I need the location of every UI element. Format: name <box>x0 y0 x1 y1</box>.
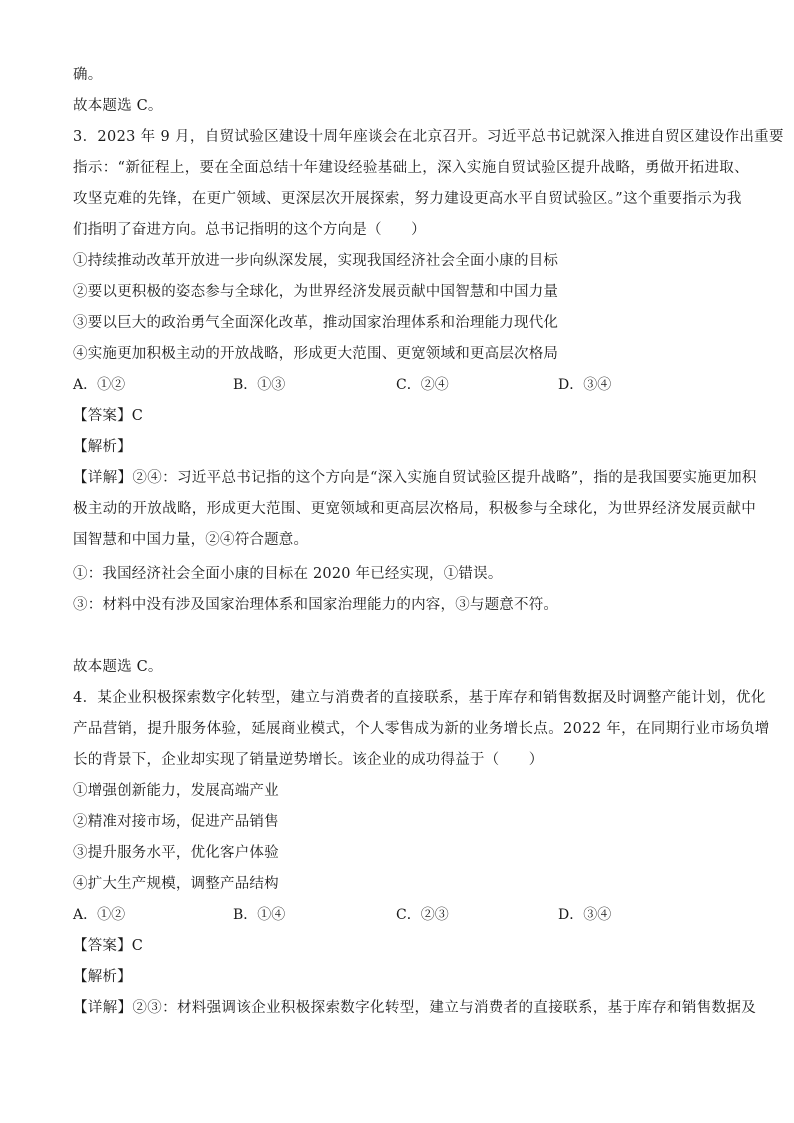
explanation-text: ①：我国经济社会全面小康的目标在 2020 年已经实现，①错误。 <box>73 566 503 582</box>
option-c: C．②③ <box>396 907 449 923</box>
option-d: D．③④ <box>558 907 612 923</box>
question-3-stem: 攻坚克难的先锋，在更广领域、更深层次开展探索，努力建设更高水平自贸试验区。”这个重要指示为我 <box>73 191 742 207</box>
option-a: A．①② <box>73 377 126 393</box>
question-4-statement: ①增强创新能力，发展高端产业 <box>73 783 279 799</box>
explanation-text: ③：材料中没有涉及国家治理体系和国家治理能力的内容，③与题意不符。 <box>73 597 559 613</box>
question-4-statement: ④扩大生产规模，调整产品结构 <box>73 876 279 892</box>
question-3-stem: 们指明了奋进方向。总书记指明的这个方向是（ ） <box>73 222 426 238</box>
text-line: 故本题选 C。 <box>73 659 163 675</box>
text-line: 故本题选 C。 <box>73 98 163 114</box>
question-4-statement: ③提升服务水平，优化客户体验 <box>73 845 279 861</box>
question-3-statement: ③要以巨大的政治勇气全面深化改革，推动国家治理体系和治理能力现代化 <box>73 315 559 331</box>
explanation-text: 【详解】②④：习近平总书记指的这个方向是“深入实施自贸试验区提升战略”，指的是我国要实施更加积 <box>73 470 757 486</box>
answer-label: 【答案】C <box>73 408 144 424</box>
explanation-text: 国智慧和中国力量，②④符合题意。 <box>73 532 309 548</box>
text-line: 确。 <box>73 67 103 83</box>
analysis-label: 【解析】 <box>73 439 132 455</box>
question-4-options <box>73 905 733 925</box>
question-4-stem: 长的背景下，企业却实现了销量逆势增长。该企业的成功得益于（ ） <box>73 752 544 768</box>
option-d: D．③④ <box>558 377 612 393</box>
explanation-text: 极主动的开放战略，形成更大范围、更宽领域和更高层次格局，积极参与全球化，为世界经济发展贡献中 <box>73 501 757 517</box>
question-4-stem: 4．某企业积极探索数字化转型，建立与消费者的直接联系，基于库存和销售数据及时调整产能计划，优化 <box>73 690 766 706</box>
answer-label: 【答案】C <box>73 938 144 954</box>
question-4-stem: 产品营销，提升服务体验，延展商业模式，个人零售成为新的业务增长点。2022 年，在同期行业市场负增 <box>73 721 770 737</box>
option-b: B．①③ <box>233 377 286 393</box>
option-c: C．②④ <box>396 377 449 393</box>
option-b: B．①④ <box>233 907 286 923</box>
question-3-stem: 3．2023 年 9 月，自贸试验区建设十周年座谈会在北京召开。习近平总书记就深入推进自贸区建设作出重要 <box>73 129 784 145</box>
question-3-statement: ②要以更积极的姿态参与全球化，为世界经济发展贡献中国智慧和中国力量 <box>73 284 559 300</box>
explanation-text: 【详解】②③：材料强调该企业积极探索数字化转型，建立与消费者的直接联系，基于库存和销售数据及 <box>73 1000 757 1016</box>
question-3-statement: ①持续推动改革开放进一步向纵深发展，实现我国经济社会全面小康的目标 <box>73 253 559 269</box>
question-4-statement: ②精准对接市场，促进产品销售 <box>73 814 279 830</box>
question-3-stem: 指示：“新征程上，要在全面总结十年建设经验基础上，深入实施自贸试验区提升战略，勇做开拓进取、 <box>73 160 750 176</box>
option-a: A．①② <box>73 907 126 923</box>
question-3-statement: ④实施更加积极主动的开放战略，形成更大范围、更宽领域和更高层次格局 <box>73 346 559 362</box>
analysis-label: 【解析】 <box>73 969 132 985</box>
question-3-options <box>73 375 733 395</box>
